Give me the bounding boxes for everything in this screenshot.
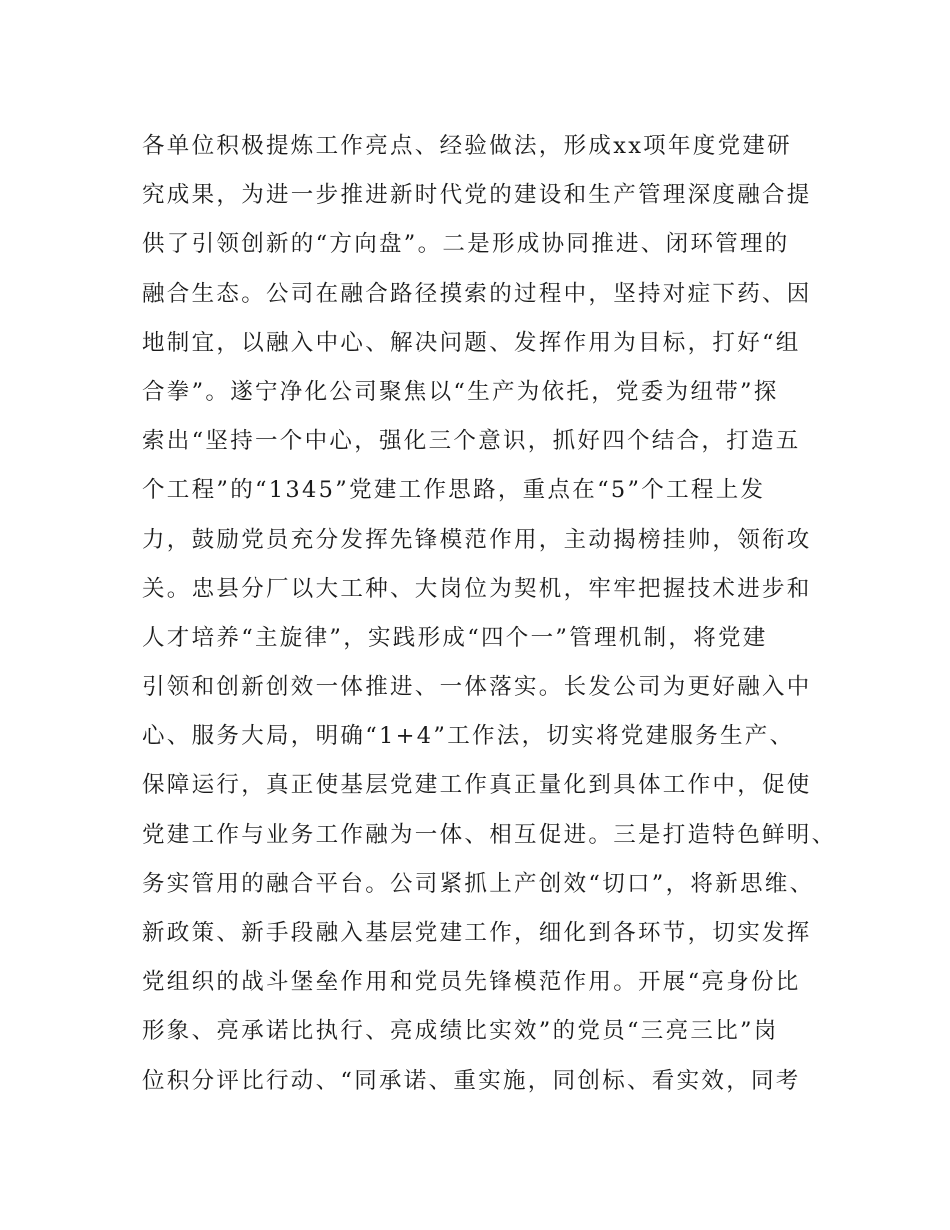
text-line: 保障运行，真正使基层党建工作真正量化到具体工作中，促使: [142, 772, 812, 799]
body-text: [142, 122, 842, 1106]
text-line: 力，鼓励党员充分发挥先锋模范作用，主动揭榜挂帅，领衔攻: [142, 526, 812, 553]
text-line: 供了引领创新的“方向盘”。二是形成协同推进、闭环管理的: [142, 231, 790, 258]
text-line: 引领和创新创效一体推进、一体落实。长发公司为更好融入中: [142, 674, 812, 701]
text-line: 各单位积极提炼工作亮点、经验做法，形成xx项年度党建研: [142, 133, 792, 159]
text-line: 索出“坚持一个中心，强化三个意识，抓好四个结合，打造五: [142, 428, 801, 455]
text-line: 人才培养“主旋律”，实践形成“四个一”管理机制，将党建: [142, 624, 768, 651]
text-line: 合拳”。遂宁净化公司聚焦以“生产为依托，党委为纽带”探: [142, 378, 779, 405]
text-line: 地制宜，以融入中心、解决问题、发挥作用为目标，打好“组: [142, 329, 801, 356]
text-line: 心、服务大局，明确“1+4”工作法，切实将党建服务生产、: [142, 723, 795, 750]
text-line: 关。忠县分厂以大工种、大岗位为契机，牢牢把握技术进步和: [142, 575, 812, 602]
text-line: 究成果，为进一步推进新时代党的建设和生产管理深度融合提: [142, 182, 812, 209]
text-line: 个工程”的“1345”党建工作思路，重点在“5”个工程上发: [142, 477, 766, 504]
text-line: 党组织的战斗堡垒作用和党员先锋模范作用。开展“亮身份比: [142, 969, 801, 996]
text-line: 新政策、新手段融入基层党建工作，细化到各环节，切实发挥: [142, 920, 812, 946]
text-line: 务实管用的融合平台。公司紧抓上产创效“切口”，将新思维、: [142, 870, 815, 897]
text-line: 融合生态。公司在融合路径摸索的过程中，坚持对症下药、因: [142, 280, 812, 307]
text-line: 位积分评比行动、“同承诺、重实施，同创标、看实效，同考: [142, 1067, 801, 1094]
text-line: 形象、亮承诺比执行、亮成绩比实效”的党员“三亮三比”岗: [142, 1018, 779, 1045]
text-line: 党建工作与业务工作融为一体、相互促进。三是打造特色鲜明、: [142, 821, 837, 848]
